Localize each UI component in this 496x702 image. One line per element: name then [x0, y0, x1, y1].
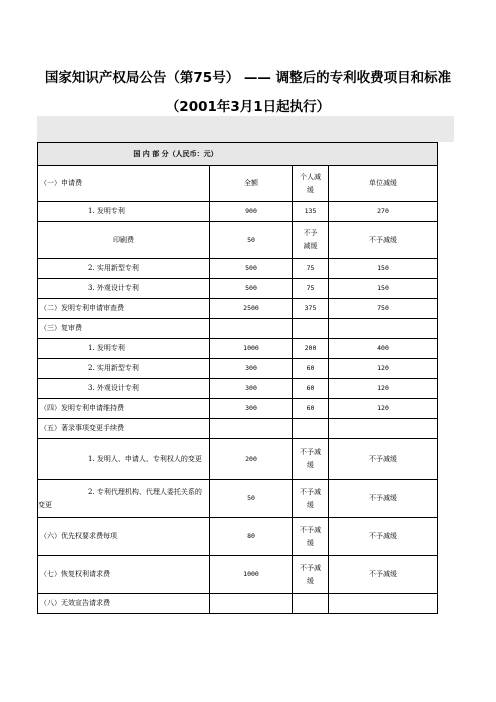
personal-line2: 缓 — [307, 461, 314, 469]
row-unit: 不予减缓 — [329, 480, 438, 518]
table-row — [38, 299, 438, 319]
personal-line1: 个人减 — [300, 172, 321, 181]
row-full: 900 — [210, 202, 293, 222]
table-head-personal — [293, 166, 329, 202]
row-item: 2. 实用新型专利 — [38, 259, 210, 279]
row-item: 1. 发明专利 — [38, 339, 210, 359]
row-item: （六）优先权要求费每项 — [38, 518, 210, 556]
row-unit: 120 — [329, 399, 438, 419]
table-row — [38, 319, 438, 339]
row-item: （四）发明专利申请维持费 — [38, 399, 210, 419]
row-unit: 不予减缓 — [329, 222, 438, 259]
personal-line1: 不予减 — [300, 525, 321, 534]
row-item: 1. 发明专利 — [38, 202, 210, 222]
table-row — [38, 202, 438, 222]
table-row — [38, 222, 438, 259]
table-head-item: （一）申请费 — [38, 166, 210, 202]
personal-line1: 不予减 — [300, 563, 321, 572]
personal-line2: 缓 — [307, 185, 314, 194]
personal-line2: 缓 — [307, 500, 314, 509]
row-unit: 400 — [329, 339, 438, 359]
row-item: （二）发明专利申请审查费 — [38, 299, 210, 319]
document-subtitle: （2001年3月1日起执行） — [165, 99, 331, 115]
row-item: （五）著录事项变更手续费 — [38, 419, 210, 439]
personal-line2: 缓 — [307, 576, 314, 585]
personal-line2: 减缓 — [303, 242, 318, 250]
row-unit — [329, 594, 438, 614]
section-header: 国 内 部 分（人民币：元） — [38, 143, 438, 166]
row-full: 500 — [210, 259, 293, 279]
row-personal — [293, 222, 329, 259]
row-personal — [293, 439, 329, 480]
personal-line1: 不予减 — [300, 487, 321, 496]
row-full — [210, 319, 293, 339]
personal-line1: 不予 — [303, 229, 318, 237]
row-item: 2. 实用新型专利 — [38, 359, 210, 379]
fee-table — [37, 142, 438, 614]
row-full: 300 — [210, 359, 293, 379]
row-item: 3. 外观设计专利 — [38, 279, 210, 299]
row-full: 80 — [210, 518, 293, 556]
table-row — [38, 379, 438, 399]
row-unit: 不予减缓 — [329, 556, 438, 594]
table-row — [38, 480, 438, 518]
row-full: 500 — [210, 279, 293, 299]
personal-line1: 不予减 — [300, 448, 321, 456]
row-unit: 150 — [329, 259, 438, 279]
row-full — [210, 594, 293, 614]
row-item-line2: 变更 — [38, 500, 52, 509]
row-item: 3. 外观设计专利 — [38, 379, 210, 399]
row-unit — [329, 419, 438, 439]
document-title: 国家知识产权局公告（第75号） —— 调整后的专利收费项目和标准 — [44, 70, 452, 86]
table-row — [38, 399, 438, 419]
table-row — [38, 339, 438, 359]
table-row — [38, 259, 438, 279]
row-personal: 60 — [293, 379, 329, 399]
row-personal: 375 — [293, 299, 329, 319]
row-unit: 不予减缓 — [329, 518, 438, 556]
row-full: 1000 — [210, 556, 293, 594]
row-personal: 75 — [293, 259, 329, 279]
row-unit: 750 — [329, 299, 438, 319]
row-unit: 270 — [329, 202, 438, 222]
row-personal: 60 — [293, 359, 329, 379]
row-unit: 120 — [329, 379, 438, 399]
row-unit: 150 — [329, 279, 438, 299]
row-personal — [293, 319, 329, 339]
row-full: 300 — [210, 399, 293, 419]
row-full: 200 — [210, 439, 293, 480]
row-item: （三）复审费 — [38, 319, 210, 339]
table-row — [38, 359, 438, 379]
table-row — [38, 518, 438, 556]
row-full: 300 — [210, 379, 293, 399]
table-row — [38, 556, 438, 594]
table-head-full: 全额 — [210, 166, 293, 202]
row-item — [38, 480, 210, 518]
grey-band — [37, 116, 454, 142]
row-full: 2500 — [210, 299, 293, 319]
row-full: 50 — [210, 480, 293, 518]
personal-line2: 缓 — [307, 538, 314, 547]
row-personal — [293, 518, 329, 556]
row-item: 1. 发明人、申请人、专利权人的变更 — [38, 439, 210, 480]
row-full: 50 — [210, 222, 293, 259]
row-item: 印刷费 — [38, 222, 210, 259]
row-personal — [293, 556, 329, 594]
row-full — [210, 419, 293, 439]
row-item-line1: 2. 专利代理机构、代理人委托关系的 — [88, 487, 202, 496]
table-row — [38, 419, 438, 439]
row-unit: 120 — [329, 359, 438, 379]
row-unit — [329, 319, 438, 339]
row-personal — [293, 594, 329, 614]
table-head-unit: 单位减缓 — [329, 166, 438, 202]
row-personal: 135 — [293, 202, 329, 222]
row-personal — [293, 480, 329, 518]
row-full: 1000 — [210, 339, 293, 359]
row-personal: 200 — [293, 339, 329, 359]
row-unit: 不予减缓 — [329, 439, 438, 480]
row-personal: 75 — [293, 279, 329, 299]
fee-table-container — [37, 142, 437, 614]
row-personal: 60 — [293, 399, 329, 419]
table-row — [38, 594, 438, 614]
row-item: （八）无效宣告请求费 — [38, 594, 210, 614]
table-row — [38, 279, 438, 299]
row-personal — [293, 419, 329, 439]
table-row — [38, 439, 438, 480]
row-item: （七）恢复权利请求费 — [38, 556, 210, 594]
